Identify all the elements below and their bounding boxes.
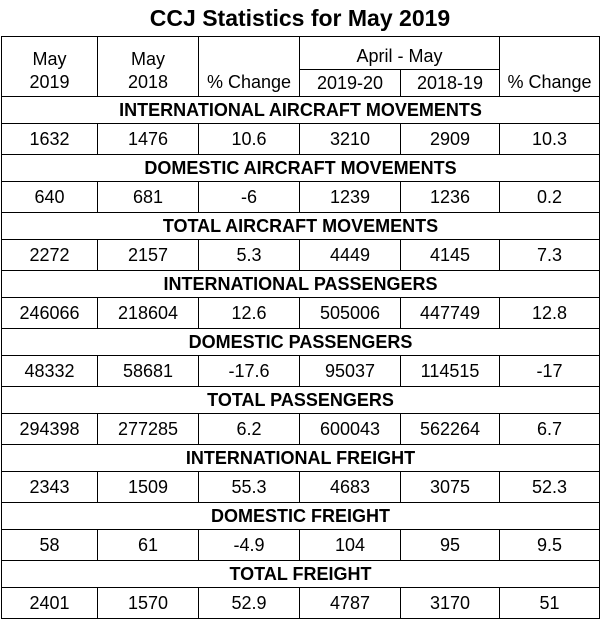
- value-cell: -17: [500, 356, 600, 387]
- value-cell: 95: [401, 530, 500, 561]
- value-cell: 505006: [300, 298, 401, 329]
- header-blank-2: [500, 37, 600, 70]
- value-cell: 2272: [2, 240, 98, 271]
- section-title-row: [2, 445, 600, 472]
- value-cell: 447749: [401, 298, 500, 329]
- statistics-table: [1, 36, 600, 619]
- value-cell: 12.8: [500, 298, 600, 329]
- header-may-2018-bottom: 2018: [98, 70, 199, 97]
- value-cell: 600043: [300, 414, 401, 445]
- value-cell: 104: [300, 530, 401, 561]
- header-april-may: April - May: [300, 37, 500, 70]
- header-row-top: [2, 37, 600, 70]
- section-title-row: [2, 213, 600, 240]
- value-cell: 4683: [300, 472, 401, 503]
- section-title-row: [2, 97, 600, 124]
- section-title: DOMESTIC FREIGHT: [2, 503, 600, 530]
- section-values-row: [2, 414, 600, 445]
- value-cell: 4145: [401, 240, 500, 271]
- value-cell: 10.3: [500, 124, 600, 155]
- value-cell: 294398: [2, 414, 98, 445]
- value-cell: 51: [500, 588, 600, 619]
- value-cell: 3210: [300, 124, 401, 155]
- value-cell: 7.3: [500, 240, 600, 271]
- value-cell: 1570: [98, 588, 199, 619]
- value-cell: 4449: [300, 240, 401, 271]
- value-cell: 12.6: [199, 298, 300, 329]
- header-may-2019-bottom: 2019: [2, 70, 98, 97]
- value-cell: 52.9: [199, 588, 300, 619]
- value-cell: -4.9: [199, 530, 300, 561]
- value-cell: 9.5: [500, 530, 600, 561]
- section-values-row: [2, 182, 600, 213]
- value-cell: 55.3: [199, 472, 300, 503]
- value-cell: 3075: [401, 472, 500, 503]
- value-cell: 562264: [401, 414, 500, 445]
- value-cell: 1239: [300, 182, 401, 213]
- value-cell: 3170: [401, 588, 500, 619]
- value-cell: 681: [98, 182, 199, 213]
- value-cell: 640: [2, 182, 98, 213]
- value-cell: 95037: [300, 356, 401, 387]
- value-cell: 2157: [98, 240, 199, 271]
- header-pct-change-1: % Change: [199, 70, 300, 97]
- value-cell: 277285: [98, 414, 199, 445]
- value-cell: 1632: [2, 124, 98, 155]
- header-pct-change-2: % Change: [500, 70, 600, 97]
- value-cell: 6.2: [199, 414, 300, 445]
- header-fy-2019-20: 2019-20: [300, 70, 401, 97]
- section-title: INTERNATIONAL PASSENGERS: [2, 271, 600, 298]
- value-cell: 5.3: [199, 240, 300, 271]
- value-cell: 1509: [98, 472, 199, 503]
- value-cell: 6.7: [500, 414, 600, 445]
- section-values-row: [2, 298, 600, 329]
- section-title-row: [2, 387, 600, 414]
- value-cell: 1236: [401, 182, 500, 213]
- value-cell: 246066: [2, 298, 98, 329]
- value-cell: 2343: [2, 472, 98, 503]
- section-title: DOMESTIC PASSENGERS: [2, 329, 600, 356]
- value-cell: 2401: [2, 588, 98, 619]
- section-values-row: [2, 472, 600, 503]
- header-may-2018-top: May: [98, 37, 199, 70]
- value-cell: -17.6: [199, 356, 300, 387]
- value-cell: 218604: [98, 298, 199, 329]
- value-cell: 58681: [98, 356, 199, 387]
- section-title: INTERNATIONAL FREIGHT: [2, 445, 600, 472]
- value-cell: 52.3: [500, 472, 600, 503]
- header-blank-1: [199, 37, 300, 70]
- section-values-row: [2, 588, 600, 619]
- value-cell: 10.6: [199, 124, 300, 155]
- value-cell: 4787: [300, 588, 401, 619]
- value-cell: 1476: [98, 124, 199, 155]
- header-row-bottom: [2, 70, 600, 97]
- section-title: INTERNATIONAL AIRCRAFT MOVEMENTS: [2, 97, 600, 124]
- section-title-row: [2, 503, 600, 530]
- page-title: CCJ Statistics for May 2019: [149, 5, 451, 31]
- section-title-row: [2, 329, 600, 356]
- section-values-row: [2, 356, 600, 387]
- value-cell: 0.2: [500, 182, 600, 213]
- section-title: DOMESTIC AIRCRAFT MOVEMENTS: [2, 155, 600, 182]
- value-cell: 58: [2, 530, 98, 561]
- value-cell: 2909: [401, 124, 500, 155]
- section-title-row: [2, 155, 600, 182]
- value-cell: 61: [98, 530, 199, 561]
- value-cell: 114515: [401, 356, 500, 387]
- section-title: TOTAL FREIGHT: [2, 561, 600, 588]
- header-fy-2018-19: 2018-19: [401, 70, 500, 97]
- section-title-row: [2, 271, 600, 298]
- header-may-2019-top: May: [2, 37, 98, 70]
- section-values-row: [2, 124, 600, 155]
- section-values-row: [2, 240, 600, 271]
- value-cell: -6: [199, 182, 300, 213]
- value-cell: 48332: [2, 356, 98, 387]
- section-title: TOTAL PASSENGERS: [2, 387, 600, 414]
- section-title: TOTAL AIRCRAFT MOVEMENTS: [2, 213, 600, 240]
- section-values-row: [2, 530, 600, 561]
- section-title-row: [2, 561, 600, 588]
